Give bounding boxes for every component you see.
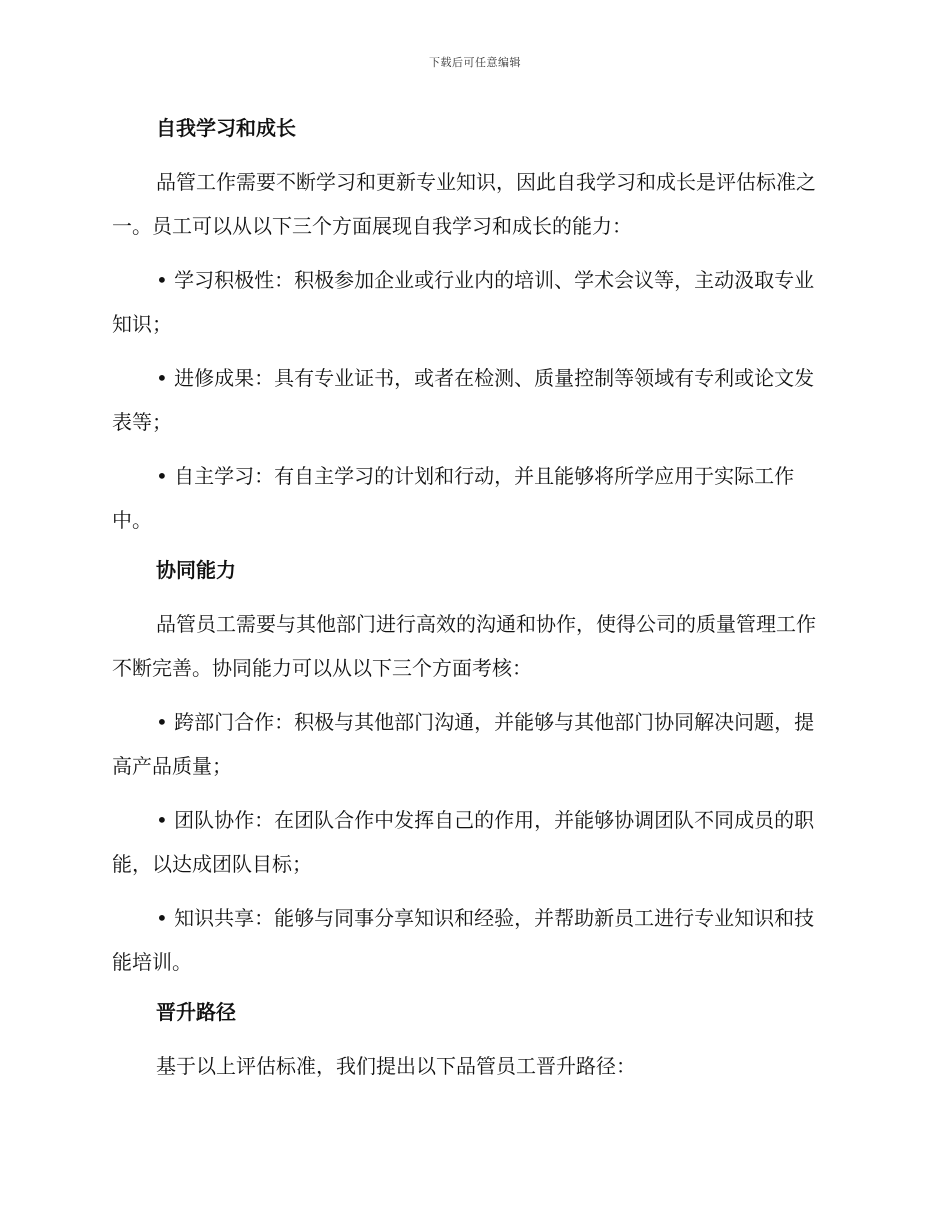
- bullet-item: • 进修成果：具有专业证书，或者在检测、质量控制等领域有专利或论文发表等；: [112, 366, 815, 434]
- paragraph: 基于以上评估标准，我们提出以下品管员工晋升路径：: [156, 1054, 636, 1078]
- bullet-item: • 知识共享：能够与同事分享知识和经验，并帮助新员工进行专业知识和技能培训。: [112, 906, 815, 974]
- bullet-item: • 团队协作：在团队合作中发挥自己的作用，并能够协调团队不同成员的职能，以达成团队目标；: [112, 808, 815, 876]
- document-body: [112, 108, 832, 1088]
- paragraph: 品管工作需要不断学习和更新专业知识，因此自我学习和成长是评估标准之一。员工可以从以下三个方面展现自我学习和成长的能力：: [112, 170, 816, 238]
- paragraph: 品管员工需要与其他部门进行高效的沟通和协作，使得公司的质量管理工作不断完善。协同能力可以从以下三个方面考核：: [112, 612, 816, 680]
- section-title-self-learning: 自我学习和成长: [156, 116, 296, 140]
- bullet-item: • 自主学习：有自主学习的计划和行动，并且能够将所学应用于实际工作中。: [112, 464, 795, 532]
- bullet-item: • 跨部门合作：积极与其他部门沟通，并能够与其他部门协同解决问题，提高产品质量；: [112, 710, 815, 778]
- section-title-promotion-path: 晋升路径: [156, 1000, 236, 1024]
- section-title-collaboration: 协同能力: [156, 558, 236, 582]
- page-header: 下载后可任意编辑: [429, 56, 521, 69]
- bullet-item: • 学习积极性：积极参加企业或行业内的培训、学术会议等，主动汲取专业知识；: [112, 268, 815, 336]
